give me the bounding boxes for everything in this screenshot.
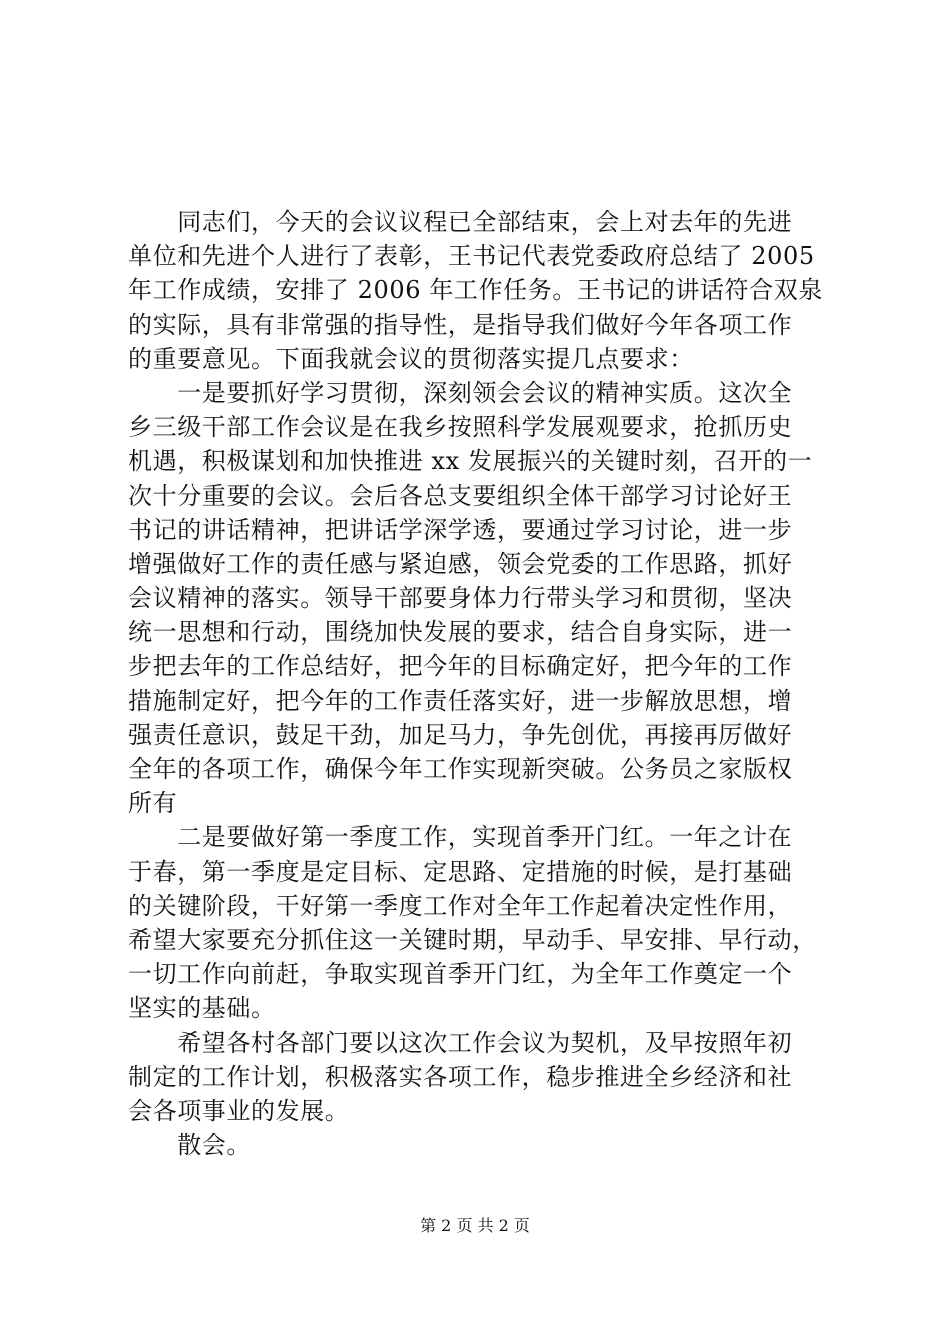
text-line: 制定的工作计划，积极落实各项工作，稳步推进全乡经济和社 xyxy=(128,1062,793,1091)
text-line: 强责任意识，鼓足干劲，加足马力，争先创优，再接再厉做好 xyxy=(128,720,793,749)
text-line: 全年的各项工作，确保今年工作实现新突破。公务员之家版权 xyxy=(128,755,793,783)
document-body xyxy=(128,205,833,1162)
text-line: 乡三级干部工作会议是在我乡按照科学发展观要求，抢抓历史 xyxy=(128,413,793,442)
text-line: 增强做好工作的责任感与紧迫感，领会党委的工作思路，抓好 xyxy=(128,549,793,578)
text-line: 次十分重要的会议。会后各总支要组织全体干部学习讨论好王 xyxy=(128,481,793,510)
text-line: 的关键阶段，干好第一季度工作对全年工作起着决定性作用， xyxy=(128,891,793,920)
text-line: 二是要做好第一季度工作，实现首季开门红。一年之计在 xyxy=(128,823,793,852)
text-line: 一是要抓好学习贯彻，深刻领会会议的精神实质。这次全 xyxy=(128,378,793,407)
text-line: 单位和先进个人进行了表彰，王书记代表党委政府总结了 2005 xyxy=(128,242,815,271)
text-line: 希望各村各部门要以这次工作会议为契机，及早按照年初 xyxy=(128,1028,793,1057)
text-line: 机遇，积极谋划和加快推进 xx 发展振兴的关键时刻，召开的一 xyxy=(128,447,813,476)
text-line: 书记的讲话精神，把讲话学深学透，要通过学习讨论，进一步 xyxy=(128,515,793,544)
text-line: 的实际，具有非常强的指导性，是指导我们做好今年各项工作 xyxy=(128,310,793,339)
text-line: 的重要意见。下面我就会议的贯彻落实提几点要求： xyxy=(128,344,694,373)
page-number-footer: 第 2 页 共 2 页 xyxy=(420,1216,530,1235)
text-line: 坚实的基础。 xyxy=(128,994,276,1023)
text-line: 所有 xyxy=(128,789,178,818)
text-line: 于春，第一季度是定目标、定思路、定措施的时候，是打基础 xyxy=(128,857,793,886)
text-line: 会议精神的落实。领导干部要身体力行带头学习和贯彻，坚决 xyxy=(128,584,793,613)
text-line: 散会。 xyxy=(128,1131,251,1160)
text-line: 措施制定好，把今年的工作责任落实好，进一步解放思想，增 xyxy=(128,686,793,715)
text-line: 统一思想和行动，围绕加快发展的要求，结合自身实际，进一 xyxy=(128,618,793,647)
text-line: 年工作成绩，安排了 2006 年工作任务。王书记的讲话符合双泉 xyxy=(128,276,823,305)
text-line: 希望大家要充分抓住这一关键时期，早动手、早安排、早行动， xyxy=(128,925,817,954)
text-line: 会各项事业的发展。 xyxy=(128,1096,350,1125)
text-line: 一切工作向前赶，争取实现首季开门红，为全年工作奠定一个 xyxy=(128,960,793,989)
text-line: 同志们，今天的会议议程已全部结束，会上对去年的先进 xyxy=(128,208,793,236)
text-line: 步把去年的工作总结好，把今年的目标确定好，把今年的工作 xyxy=(128,652,793,681)
